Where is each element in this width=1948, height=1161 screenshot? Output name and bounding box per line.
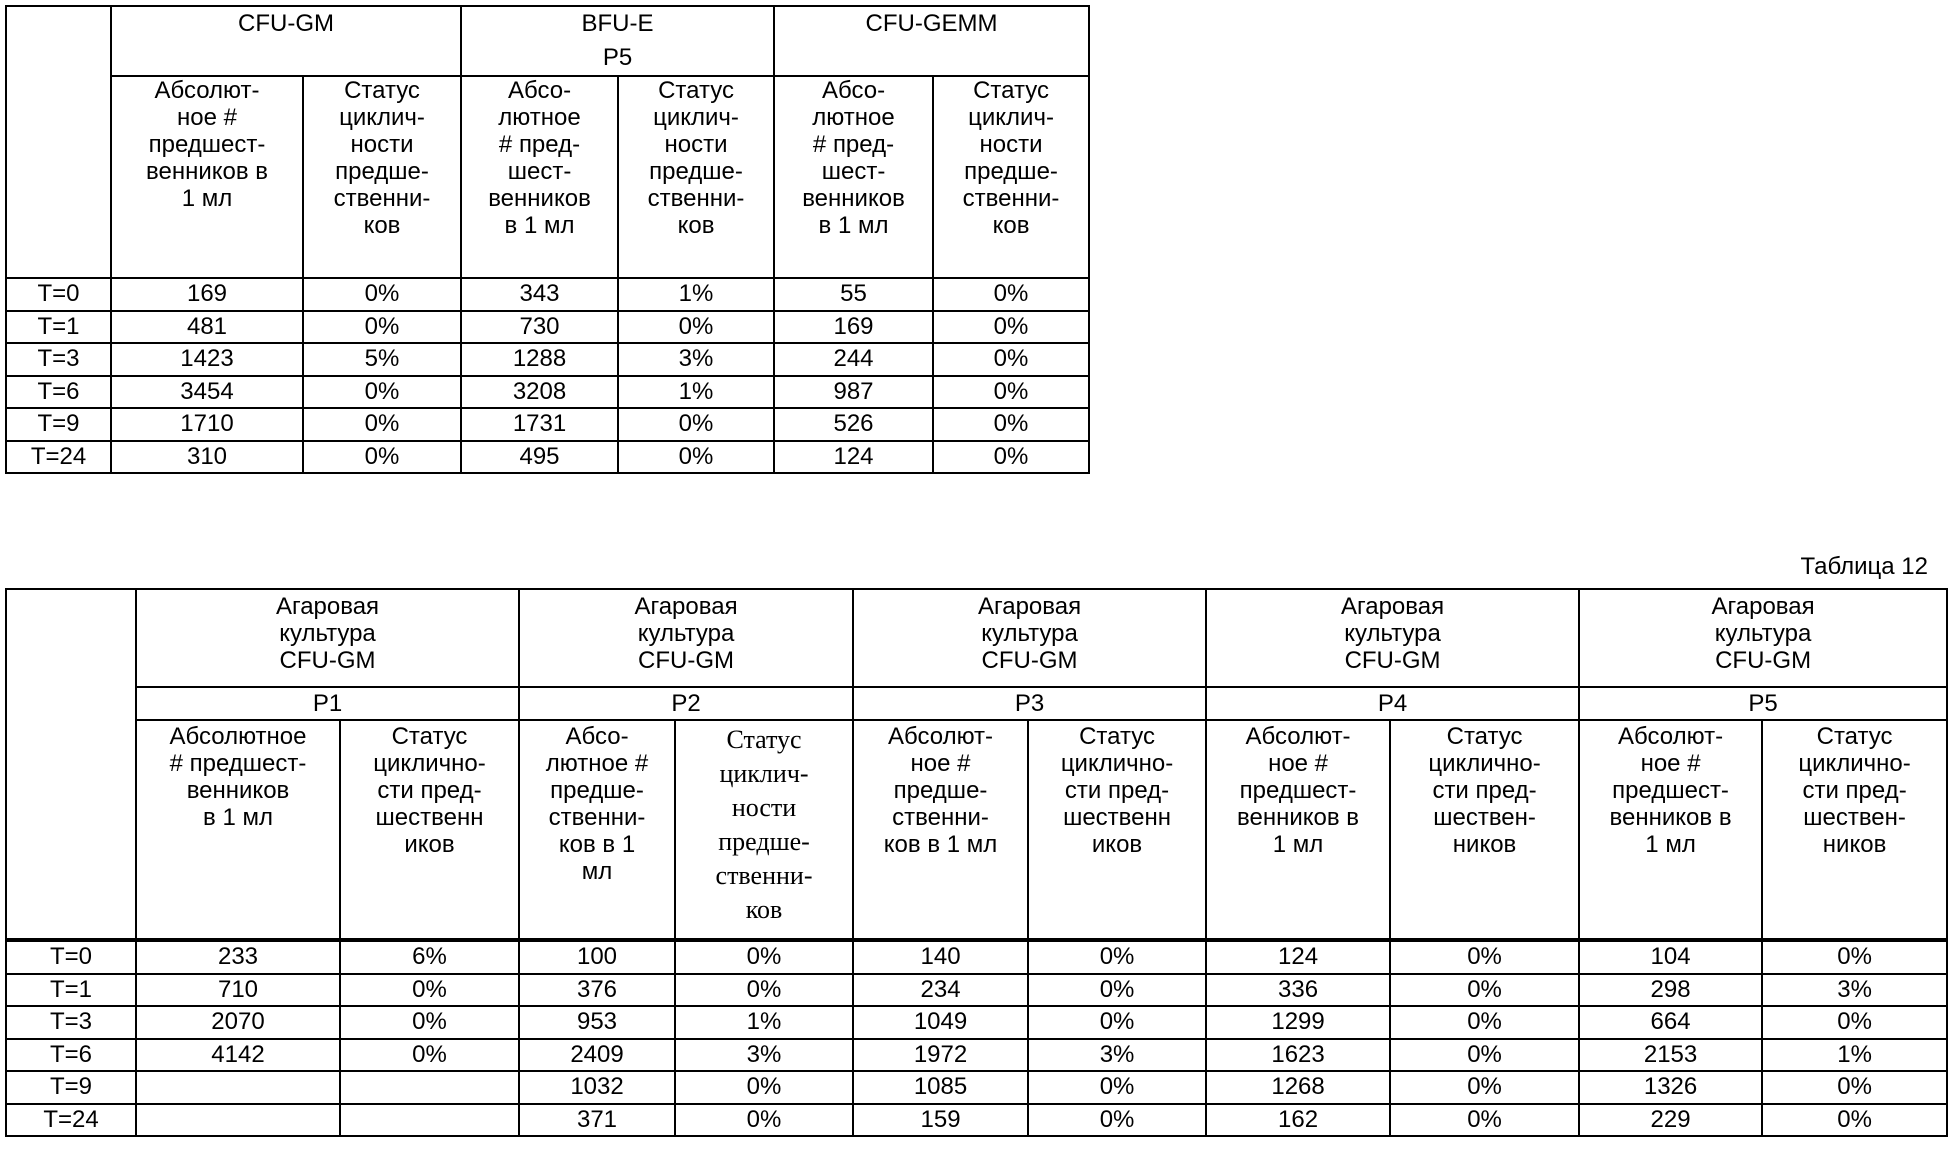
header-line: ственни- — [678, 859, 850, 893]
header-line: ности — [621, 131, 771, 158]
header-line: иков — [343, 831, 516, 858]
cycling-status-cell: 0% — [340, 1039, 519, 1072]
header-line: ственни- — [856, 804, 1025, 831]
header-line: ников — [1393, 831, 1576, 858]
absolute-count-cell: 298 — [1579, 974, 1762, 1007]
header-line: культура — [1209, 620, 1576, 647]
cycling-status-cell: 1% — [1762, 1039, 1947, 1072]
header-line: CFU-GM — [114, 7, 458, 41]
absolute-count-cell: 100 — [519, 940, 675, 974]
absolute-count-cell: 1288 — [461, 343, 618, 376]
absolute-count-cell: 140 — [853, 940, 1028, 974]
absolute-count-cell: 2409 — [519, 1039, 675, 1072]
passage-row — [6, 687, 1947, 720]
passage-header: P5 — [1579, 687, 1947, 720]
cycling-status-cell: 3% — [618, 343, 774, 376]
header-line: сти пред- — [1393, 777, 1576, 804]
absolute-count-header — [853, 720, 1028, 940]
header-line: шест- — [464, 158, 615, 185]
header-line: ственни- — [936, 185, 1086, 212]
group-header — [1206, 589, 1579, 687]
header-line: Агаровая — [1582, 593, 1944, 620]
absolute-count-cell: 244 — [774, 343, 933, 376]
group-header — [136, 589, 519, 687]
cycling-status-cell: 3% — [1028, 1039, 1206, 1072]
cycling-status-header — [1762, 720, 1947, 940]
passage-header: P3 — [853, 687, 1206, 720]
header-line: # пред- — [777, 131, 930, 158]
header-line: ственни- — [306, 185, 458, 212]
absolute-count-header — [774, 76, 933, 278]
header-line: культура — [856, 620, 1203, 647]
cycling-status-cell: 0% — [933, 408, 1089, 441]
header-line: Агаровая — [856, 593, 1203, 620]
table-row — [6, 940, 1947, 974]
table-12-body — [6, 589, 1947, 1136]
absolute-count-cell: 1423 — [111, 343, 303, 376]
cycling-status-header — [933, 76, 1089, 278]
absolute-count-cell: 124 — [1206, 940, 1390, 974]
header-line: BFU-E — [464, 7, 771, 41]
cycling-status-cell: 0% — [675, 974, 853, 1007]
header-line: Агаровая — [1209, 593, 1576, 620]
header-line: венников в — [1209, 804, 1387, 831]
cycling-status-cell: 1% — [618, 376, 774, 409]
absolute-count-cell: 953 — [519, 1006, 675, 1039]
cycling-status-cell: 0% — [675, 940, 853, 974]
subheader-row — [6, 720, 1947, 940]
corner-cell — [6, 6, 111, 278]
passage-header: P2 — [519, 687, 853, 720]
cycling-status-cell — [340, 1104, 519, 1137]
header-line: циклично- — [1765, 750, 1944, 777]
group-header — [111, 6, 461, 76]
absolute-count-header — [136, 720, 340, 940]
cycling-status-cell: 0% — [1390, 1104, 1579, 1137]
cycling-status-cell: 0% — [1762, 940, 1947, 974]
cycling-status-header — [618, 76, 774, 278]
header-line: предшест- — [1582, 777, 1759, 804]
header-line: Абсолютное — [139, 723, 337, 750]
header-line: Абсолют- — [1582, 723, 1759, 750]
header-line: Абсолют- — [1209, 723, 1387, 750]
header-line: мл — [522, 858, 672, 885]
cycling-status-cell: 0% — [1390, 940, 1579, 974]
absolute-count-header — [461, 76, 618, 278]
cycling-status-cell: 0% — [1390, 1006, 1579, 1039]
header-line: культура — [139, 620, 516, 647]
time-label: T=3 — [6, 343, 111, 376]
table-row — [6, 343, 1089, 376]
cycling-status-header — [675, 720, 853, 940]
header-line: Абсо- — [522, 723, 672, 750]
header-line: Статус — [343, 723, 516, 750]
cycling-status-cell: 0% — [1762, 1006, 1947, 1039]
header-line: предше- — [936, 158, 1086, 185]
header-line: Абсолют- — [856, 723, 1025, 750]
header-line: циклично- — [343, 750, 516, 777]
header-line: шественн — [1031, 804, 1203, 831]
cycling-status-cell: 0% — [1028, 974, 1206, 1007]
time-label: T=1 — [6, 311, 111, 344]
absolute-count-cell: 162 — [1206, 1104, 1390, 1137]
header-line: венников — [139, 777, 337, 804]
header-line: ности — [306, 131, 458, 158]
header-line: венников в — [114, 158, 300, 185]
progenitor-table-12 — [5, 588, 1948, 1137]
header-line: венников — [464, 185, 615, 212]
cycling-status-cell: 0% — [303, 408, 461, 441]
header-line: CFU-GM — [139, 647, 516, 674]
header-line: циклич- — [678, 757, 850, 791]
header-line: в 1 мл — [777, 212, 930, 239]
header-line: лютное — [777, 104, 930, 131]
time-label: T=0 — [6, 278, 111, 311]
absolute-count-cell: 710 — [136, 974, 340, 1007]
header-line: ственни- — [522, 804, 672, 831]
progenitor-table-1 — [5, 5, 1090, 474]
time-label: T=9 — [6, 408, 111, 441]
header-line: CFU-GM — [856, 647, 1203, 674]
absolute-count-cell: 1326 — [1579, 1071, 1762, 1104]
absolute-count-cell: 1032 — [519, 1071, 675, 1104]
header-line: 1 мл — [1209, 831, 1387, 858]
group-header — [853, 589, 1206, 687]
cycling-status-cell: 0% — [933, 311, 1089, 344]
time-label: T=24 — [6, 1104, 136, 1137]
header-line: Абсо- — [777, 77, 930, 104]
header-line: P5 — [464, 41, 771, 75]
absolute-count-cell: 159 — [853, 1104, 1028, 1137]
header-line: 1 мл — [1582, 831, 1759, 858]
cycling-status-header — [1390, 720, 1579, 940]
absolute-count-cell: 1731 — [461, 408, 618, 441]
cycling-status-cell: 0% — [1028, 1006, 1206, 1039]
time-label: T=6 — [6, 376, 111, 409]
cycling-status-cell: 0% — [340, 1006, 519, 1039]
header-line: лютное — [464, 104, 615, 131]
header-line: Агаровая — [522, 593, 850, 620]
header-line: Статус — [1393, 723, 1576, 750]
time-label: T=6 — [6, 1039, 136, 1072]
absolute-count-cell: 1299 — [1206, 1006, 1390, 1039]
table-caption: Таблица 12 — [1801, 553, 1928, 581]
header-line: ков — [678, 893, 850, 927]
absolute-count-cell: 371 — [519, 1104, 675, 1137]
cycling-status-cell: 1% — [675, 1006, 853, 1039]
table-row — [6, 376, 1089, 409]
header-line: Абсо- — [464, 77, 615, 104]
cycling-status-cell: 0% — [675, 1104, 853, 1137]
header-line: шествен- — [1393, 804, 1576, 831]
absolute-count-cell: 376 — [519, 974, 675, 1007]
cycling-status-cell: 6% — [340, 940, 519, 974]
absolute-count-cell: 3454 — [111, 376, 303, 409]
cycling-status-cell: 0% — [618, 408, 774, 441]
header-line: ков в 1 мл — [856, 831, 1025, 858]
absolute-count-cell: 234 — [853, 974, 1028, 1007]
absolute-count-cell: 169 — [774, 311, 933, 344]
cycling-status-cell: 0% — [1390, 1039, 1579, 1072]
absolute-count-cell: 104 — [1579, 940, 1762, 974]
header-line: культура — [1582, 620, 1944, 647]
passage-header: P1 — [136, 687, 519, 720]
absolute-count-cell: 4142 — [136, 1039, 340, 1072]
header-line: шест- — [777, 158, 930, 185]
absolute-count-cell: 336 — [1206, 974, 1390, 1007]
cycling-status-cell: 0% — [618, 441, 774, 474]
absolute-count-cell: 1085 — [853, 1071, 1028, 1104]
header-line: лютное # — [522, 750, 672, 777]
cycling-status-cell: 1% — [618, 278, 774, 311]
table-row — [6, 1071, 1947, 1104]
header-line: циклич- — [936, 104, 1086, 131]
group-header — [774, 6, 1089, 76]
absolute-count-cell: 987 — [774, 376, 933, 409]
time-label: T=0 — [6, 940, 136, 974]
table-row — [6, 408, 1089, 441]
header-line: ков — [306, 212, 458, 239]
absolute-count-cell: 310 — [111, 441, 303, 474]
table-row — [6, 278, 1089, 311]
header-line: ное # — [114, 104, 300, 131]
header-line: Статус — [936, 77, 1086, 104]
table-row — [6, 441, 1089, 474]
header-line: циклич- — [621, 104, 771, 131]
cycling-status-cell: 3% — [675, 1039, 853, 1072]
header-line: сти пред- — [1031, 777, 1203, 804]
cycling-status-cell: 0% — [340, 974, 519, 1007]
header-line: CFU-GEMM — [777, 7, 1086, 41]
header-line: Абсолют- — [114, 77, 300, 104]
header-line: # пред- — [464, 131, 615, 158]
cycling-status-cell: 0% — [933, 343, 1089, 376]
header-line: ное # — [1582, 750, 1759, 777]
cycling-status-cell: 3% — [1762, 974, 1947, 1007]
absolute-count-cell: 730 — [461, 311, 618, 344]
header-line: ности — [678, 791, 850, 825]
time-label: T=24 — [6, 441, 111, 474]
header-line: CFU-GM — [522, 647, 850, 674]
cycling-status-cell: 0% — [1390, 1071, 1579, 1104]
absolute-count-cell: 229 — [1579, 1104, 1762, 1137]
group-header — [461, 6, 774, 76]
absolute-count-header — [1579, 720, 1762, 940]
absolute-count-header — [519, 720, 675, 940]
header-line: предше- — [856, 777, 1025, 804]
absolute-count-cell: 343 — [461, 278, 618, 311]
header-line: предшест- — [1209, 777, 1387, 804]
header-line: предшест- — [114, 131, 300, 158]
absolute-count-cell: 1049 — [853, 1006, 1028, 1039]
cycling-status-header — [1028, 720, 1206, 940]
header-line: сти пред- — [1765, 777, 1944, 804]
time-label: T=1 — [6, 974, 136, 1007]
absolute-count-cell — [136, 1104, 340, 1137]
cycling-status-cell: 0% — [618, 311, 774, 344]
header-line: предше- — [522, 777, 672, 804]
cycling-status-cell: 0% — [1762, 1104, 1947, 1137]
absolute-count-cell: 664 — [1579, 1006, 1762, 1039]
absolute-count-cell: 124 — [774, 441, 933, 474]
header-line: ственни- — [621, 185, 771, 212]
header-line: Статус — [1765, 723, 1944, 750]
cycling-status-cell: 0% — [1028, 1071, 1206, 1104]
header-line: Статус — [306, 77, 458, 104]
cycling-status-cell: 0% — [933, 441, 1089, 474]
header-line: иков — [1031, 831, 1203, 858]
group-header — [1579, 589, 1947, 687]
header-line: предше- — [678, 825, 850, 859]
table-1-body — [6, 6, 1089, 473]
header-line: Статус — [678, 723, 850, 757]
header-line: ников — [1765, 831, 1944, 858]
header-line: ков в 1 — [522, 831, 672, 858]
absolute-count-cell: 495 — [461, 441, 618, 474]
header-line: ков — [936, 212, 1086, 239]
header-line: ности — [936, 131, 1086, 158]
absolute-count-cell: 1972 — [853, 1039, 1028, 1072]
header-line: 1 мл — [114, 185, 300, 212]
header-line: предше- — [306, 158, 458, 185]
absolute-count-cell: 1710 — [111, 408, 303, 441]
cycling-status-cell: 0% — [1028, 1104, 1206, 1137]
table-row — [6, 1104, 1947, 1137]
header-line: сти пред- — [343, 777, 516, 804]
header-line: Статус — [1031, 723, 1203, 750]
corner-cell — [6, 589, 136, 940]
header-line: CFU-GM — [1209, 647, 1576, 674]
header-line: шественн — [343, 804, 516, 831]
absolute-count-cell: 1268 — [1206, 1071, 1390, 1104]
subheader-row — [6, 76, 1089, 278]
header-line: ное # — [856, 750, 1025, 777]
cycling-status-cell: 0% — [675, 1071, 853, 1104]
absolute-count-cell: 233 — [136, 940, 340, 974]
absolute-count-header — [1206, 720, 1390, 940]
absolute-count-cell: 526 — [774, 408, 933, 441]
cycling-status-header — [303, 76, 461, 278]
table-row — [6, 311, 1089, 344]
group-header-row — [6, 6, 1089, 76]
header-line: Статус — [621, 77, 771, 104]
absolute-count-cell: 2070 — [136, 1006, 340, 1039]
header-line: венников в — [1582, 804, 1759, 831]
absolute-count-header — [111, 76, 303, 278]
cycling-status-cell: 0% — [303, 376, 461, 409]
cycling-status-cell: 0% — [1028, 940, 1206, 974]
header-line: # предшест- — [139, 750, 337, 777]
passage-header: P4 — [1206, 687, 1579, 720]
header-line: ков — [621, 212, 771, 239]
cycling-status-cell: 0% — [303, 311, 461, 344]
table-row — [6, 1039, 1947, 1072]
group-header-row — [6, 589, 1947, 687]
group-header — [519, 589, 853, 687]
absolute-count-cell — [136, 1071, 340, 1104]
absolute-count-cell: 2153 — [1579, 1039, 1762, 1072]
header-line: венников — [777, 185, 930, 212]
cycling-status-cell — [340, 1071, 519, 1104]
header-line: в 1 мл — [139, 804, 337, 831]
cycling-status-cell: 0% — [933, 376, 1089, 409]
absolute-count-cell: 3208 — [461, 376, 618, 409]
cycling-status-cell: 0% — [933, 278, 1089, 311]
absolute-count-cell: 481 — [111, 311, 303, 344]
header-line: шествен- — [1765, 804, 1944, 831]
absolute-count-cell: 169 — [111, 278, 303, 311]
header-line: предше- — [621, 158, 771, 185]
header-line: в 1 мл — [464, 212, 615, 239]
table-row — [6, 1006, 1947, 1039]
header-line: циклично- — [1031, 750, 1203, 777]
absolute-count-cell: 55 — [774, 278, 933, 311]
absolute-count-cell: 1623 — [1206, 1039, 1390, 1072]
header-line: CFU-GM — [1582, 647, 1944, 674]
cycling-status-cell: 0% — [1762, 1071, 1947, 1104]
table-row — [6, 974, 1947, 1007]
header-line: культура — [522, 620, 850, 647]
cycling-status-cell: 5% — [303, 343, 461, 376]
time-label: T=3 — [6, 1006, 136, 1039]
cycling-status-cell: 0% — [303, 441, 461, 474]
header-line: ное # — [1209, 750, 1387, 777]
cycling-status-header — [340, 720, 519, 940]
header-line: циклично- — [1393, 750, 1576, 777]
header-line: Агаровая — [139, 593, 516, 620]
cycling-status-cell: 0% — [303, 278, 461, 311]
header-line: циклич- — [306, 104, 458, 131]
time-label: T=9 — [6, 1071, 136, 1104]
cycling-status-cell: 0% — [1390, 974, 1579, 1007]
